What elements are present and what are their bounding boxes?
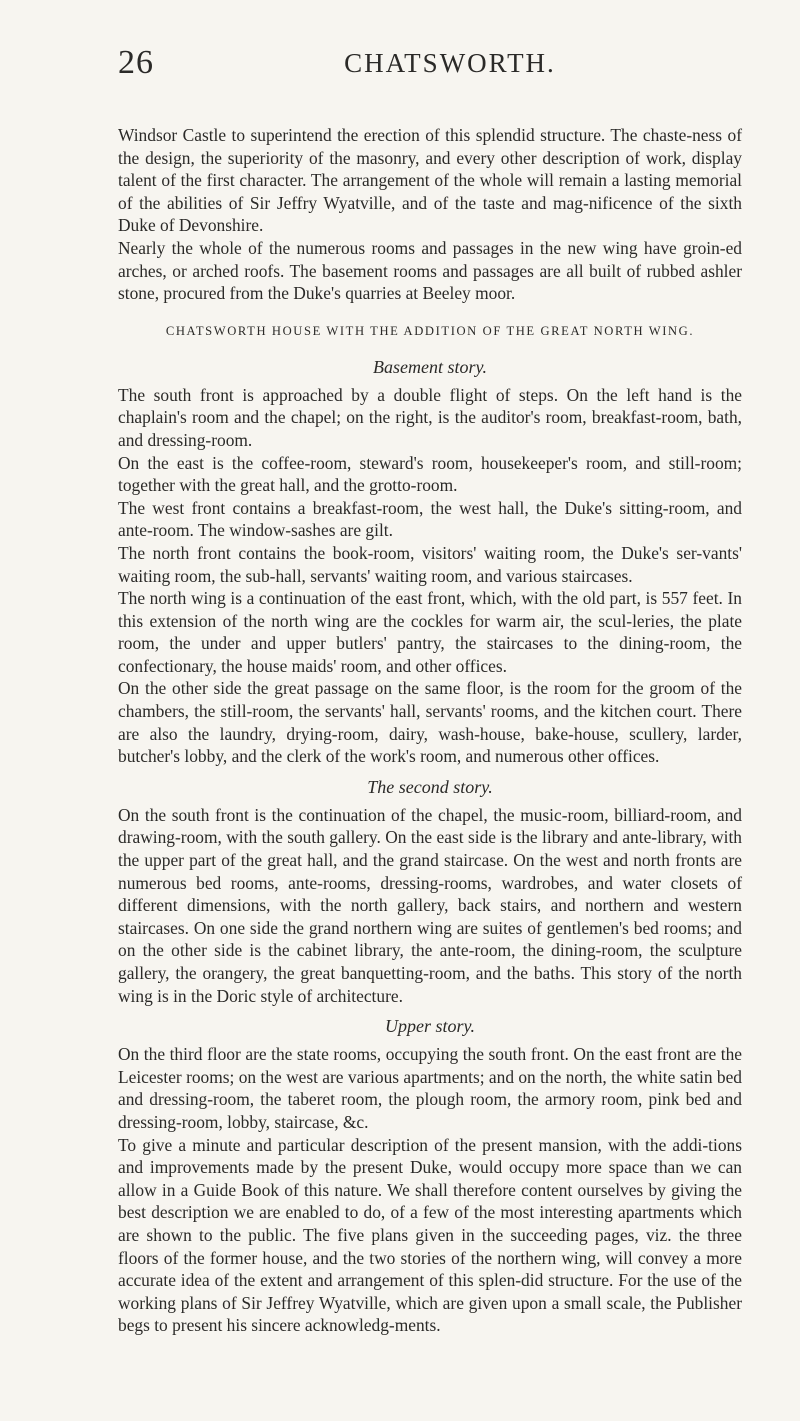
running-title: CHATSWORTH. — [344, 48, 556, 78]
paragraph: On the third floor are the state rooms, occupying the south front. On the east front are the Leicester rooms; on the west are various apartments; and on the north, the white satin bed and dressing-room, the taberet room, the plough room, the armory room, pink bed and dressing-room, lobby, staircase, &c. — [118, 1044, 742, 1132]
paragraph: The north front contains the book-room, visitors' waiting room, the Duke's ser-vants' waiting room, the sub-hall, servants' waiting room, and various staircases. — [118, 542, 742, 586]
basement-heading: Basement story. — [373, 356, 487, 377]
paragraph: Windsor Castle to superintend the erection of this splendid structure. The chaste-ness of the design, the superiority of the masonry, and every other description of work, display talent of the first character. The arrangement of the whole will remain a lasting memorial of the abilities of Sir Jeffry Wyatville, and of the taste and mag-nificence of the sixth Duke of Devonshire. — [118, 125, 742, 236]
page-number: 26 — [118, 44, 154, 81]
paragraph: On the south front is the continuation of the chapel, the music-room, billiard-room, and drawing-room, with the south gallery. On the east side is the library and ante-library, with the upper part of the great hall, and the grand staircase. On the west and north fronts are numerous bed rooms, ante-rooms, dressing-rooms, wardrobes, and water closets of different dimensions, with the north gallery, back stairs, and northern and western staircases. On one side the grand northern wing are suites of gentlemen's bed rooms; and on the other side is the cabinet library, the ante-room, the dining-room, the sculpture gallery, the orangery, the great banquetting-room, and the baths. This story of the north wing is in the Doric style of architecture. — [118, 804, 742, 1006]
paragraph: On the other side the great passage on the same floor, is the room for the groom of the chambers, the still-room, the servants' hall, servants' rooms, and the kitchen court. There are also the laundry, drying-room, dairy, wash-house, bake-house, scullery, larder, butcher's lobby, and the clerk of the work's room, and numerous other offices. — [118, 678, 742, 767]
intro-text — [118, 124, 742, 305]
second-story-section — [118, 777, 742, 1007]
second-story-heading: The second story. — [367, 776, 493, 797]
paragraph: To give a minute and particular description of the present mansion, with the addi-tions and improvements made by the present Duke, would occupy more space than we can allow in a Guide Book of this nature. We shall therefore content ourselves by giving the best description we are enabled to do, of a few of the most interesting apartments which are shown to the public. The five plans given in the succeeding pages, viz. the three floors of the former house, and the two stories of the northern wing, will convey a more accurate idea of the extent and arrangement of this splen-did structure. For the use of the working plans of Sir Jeffrey Wyatville, which are given upon a small scale, the Publisher begs to present his sincere acknowledg-ments. — [118, 1134, 742, 1336]
upper-story-section — [118, 1016, 742, 1337]
running-head — [118, 44, 742, 90]
paragraph: Nearly the whole of the numerous rooms and passages in the new wing have groin-ed arches, or arched roofs. The basement rooms and passages are all built of rubbed ashler stone, procured from the Duke's quarries at Beeley moor. — [118, 237, 742, 304]
paragraph: The south front is approached by a double flight of steps. On the left hand is the chaplain's room and the chapel; on the right, is the auditor's room, breakfast-room, bath, and dressing-room. — [118, 384, 742, 450]
upper-story-heading: Upper story. — [385, 1016, 475, 1037]
paragraph: The north wing is a continuation of the east front, which, with the old part, is 557 feet. In this extension of the north wing are the cockles for warm air, the scul-leries, the plate room, the under and upper butlers' pantry, the staircases to the dining-room, the confectionary, the house maids' room, and other offices. — [118, 588, 742, 676]
paragraph: On the east is the coffee-room, steward's room, housekeeper's room, and still-room; together with the great hall, and the grotto-room. — [118, 452, 742, 496]
basement-section — [118, 357, 742, 768]
section-title: CHATSWORTH HOUSE WITH THE ADDITION OF THE GREAT NORTH WING. — [165, 323, 695, 338]
paragraph: The west front contains a breakfast-room, the west hall, the Duke's sitting-room, and ante-room. The window-sashes are gilt. — [118, 497, 742, 541]
